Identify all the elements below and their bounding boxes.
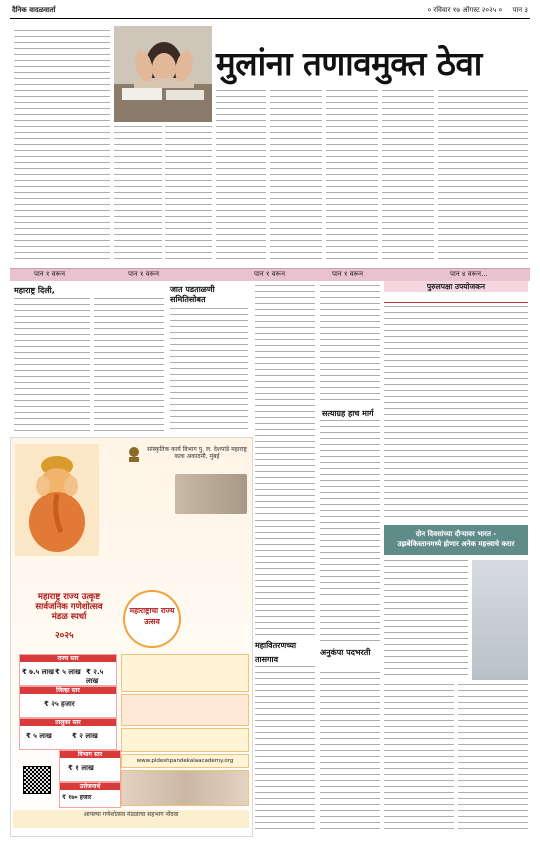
section-subhead: महाराष्ट्र दिली, [14, 286, 55, 295]
prize-box [59, 782, 121, 808]
prize-level: राज्य स्तर [20, 655, 116, 662]
article-column [320, 672, 380, 834]
government-emblem-icon [125, 444, 143, 464]
article-column [384, 684, 454, 834]
article-column [382, 90, 434, 264]
article-column [255, 520, 315, 636]
prize-level: जिल्हा स्तर [20, 687, 116, 694]
info-panel [121, 654, 249, 692]
section-subhead: महावितरणच्या [255, 641, 297, 650]
prize-first: ₹ १७० हजार [62, 794, 92, 801]
article-column [14, 298, 90, 432]
info-panel [121, 728, 249, 752]
department-name: सांस्कृतिक कार्य विभाग पु. ल. देशपांडे महाराष्ट्र कला अकादमी, मुंबई [147, 446, 247, 460]
boxed-subhead: पुरुलपक्षा उपयोजकन [384, 281, 528, 292]
page-ref: पान १ वरून [34, 270, 65, 278]
article-column [320, 285, 380, 405]
prize-level: उत्तेजनार्थ [60, 783, 120, 790]
prize-first: ₹ ७.५ लाख [22, 668, 54, 676]
ad-footer: आपल्या गणेशोत्सव मंडळाचा सहभाग नोंदवा [13, 810, 249, 828]
prize-first: ₹ १ लाख [68, 764, 94, 772]
section-subhead: सत्याग्रह हाच मार्ग [322, 409, 374, 418]
prize-box [19, 654, 117, 686]
article-column [458, 684, 528, 834]
article-column [320, 604, 380, 644]
page-ref: पान १ वरून [128, 270, 159, 278]
news-box-header [384, 525, 528, 555]
main-headline: मुलांना तणावमुक्त ठेवा [216, 44, 482, 83]
article-column [170, 308, 248, 432]
stressed-student-photo [114, 26, 212, 122]
article-column [255, 666, 315, 834]
section-subhead: अनुकंपा पदभरती [320, 648, 371, 657]
prize-level: तालुका स्तर [20, 719, 116, 726]
leaders-photo [175, 474, 247, 514]
state-festival-badge: महाराष्ट्राचा राज्य उत्सव [123, 590, 181, 648]
info-panel [121, 694, 249, 726]
prize-first: ₹ २५ हजार [44, 700, 75, 708]
article-column [384, 306, 528, 520]
article-column [216, 90, 266, 264]
divider [384, 302, 528, 303]
ganesh-idol-image [15, 444, 99, 556]
prize-first: ₹ ५ लाख [26, 732, 52, 740]
prize-box [19, 686, 117, 718]
article-column [326, 90, 378, 264]
qr-code-icon [23, 766, 51, 794]
article-column [165, 126, 212, 264]
article-column [320, 420, 380, 600]
section-subhead: तासगाव [255, 655, 279, 664]
article-column [270, 90, 322, 264]
continuation-bar [10, 268, 530, 281]
page-ref: पान १ वरून [332, 270, 363, 278]
news-box-subtitle: उझबेकिस्तानमध्ये होणार अनेक महत्त्वाचे करार [397, 540, 515, 548]
date-and-page [427, 6, 528, 15]
website-url: www.pldeshpandekalaacademy.org [136, 758, 234, 764]
prize-level: विभाग स्तर [60, 751, 120, 758]
prize-box [19, 718, 117, 750]
website-panel [121, 754, 249, 768]
prize-box [59, 750, 121, 782]
prize-second: ₹ २ लाख [72, 732, 98, 740]
prize-third: ₹ २.५ लाख [86, 668, 104, 685]
paper-name: दैनिक वादळवार्ता [12, 6, 56, 14]
news-box-title: दोन दिवसांच्या दौऱ्यावर भारत - [415, 530, 497, 538]
issue-date: ० रविवार १७ ऑगस्ट २०२५ ० [427, 6, 503, 14]
prize-second: ₹ ५ लाख [55, 668, 81, 676]
competition-title: महाराष्ट्र राज्य उत्कृष्ट सार्वजनिक गणेशोत्सव मंडळ स्पर्धा [35, 592, 103, 622]
section-subhead: जात पडताळणी समितिसोबत [170, 285, 215, 304]
page-ref: पान ४ वरून... [450, 270, 488, 278]
student-illustration [114, 26, 212, 122]
photos-panel [121, 770, 249, 806]
diplomats-photo [472, 560, 528, 680]
article-column [438, 90, 528, 264]
article-column [94, 298, 164, 432]
page-number: पान ३ [512, 6, 528, 14]
article-column [384, 560, 468, 680]
article-column [14, 30, 110, 264]
article-column [114, 126, 162, 264]
article-column [255, 285, 315, 515]
page-ref: पान १ वरून [254, 270, 285, 278]
competition-year: २०२५ [55, 631, 74, 641]
masthead [10, 4, 530, 19]
ganeshotsav-advertisement [10, 437, 253, 837]
